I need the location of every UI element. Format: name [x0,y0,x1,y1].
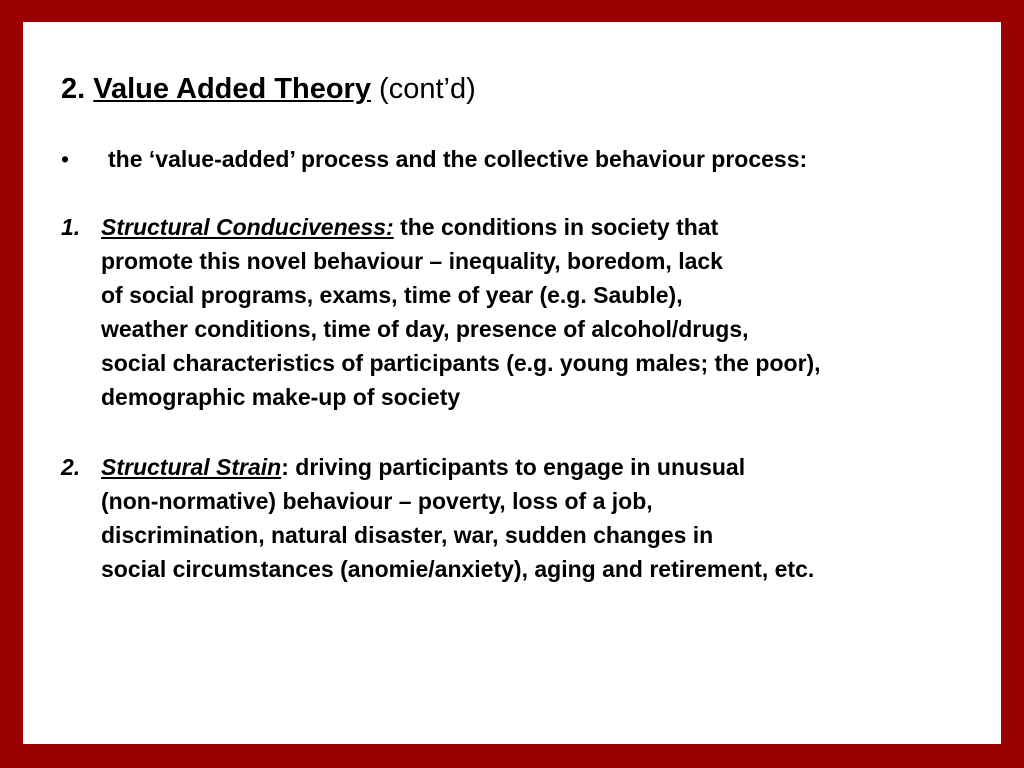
list-item-structural-conduciveness [61,210,821,414]
list-item-structural-strain [61,450,814,586]
list-item-line: social circumstances (anomie/anxiety), aging and retirement, etc. [101,556,815,582]
slide-title [61,72,476,106]
title-number: 2. [61,73,86,105]
list-item-term: Structural Conduciveness: [101,214,394,240]
list-item-line [101,210,821,244]
list-item-marker: 1. [61,214,81,240]
list-item-line: demographic make-up of society [101,384,461,410]
list-item-line: of social programs, exams, time of year (e.g. Sauble), [101,282,683,308]
list-item-marker: 2. [61,454,81,480]
list-item-text: the conditions in society that [393,214,719,240]
title-sub: (cont’d) [379,73,476,105]
list-item-line: discrimination, natural disaster, war, sudden changes in [101,522,714,548]
bullet-icon: • [61,146,70,172]
list-item-text: : driving participants to engage in unusual [281,454,746,480]
slide [23,22,1001,744]
list-item-term: Structural Strain [101,454,282,480]
list-item-line: weather conditions, time of day, presence of alcohol/drugs, [101,316,749,342]
list-item-line [101,450,814,484]
bullet-point [61,144,807,174]
title-main: Value Added Theory [93,73,371,105]
list-item-line: (non-normative) behaviour – poverty, loss of a job, [101,488,653,514]
list-item-line: social characteristics of participants (e.g. young males; the poor), [101,350,821,376]
list-item-line: promote this novel behaviour – inequality, boredom, lack [101,248,723,274]
bullet-text: the ‘value-added’ process and the collective behaviour process: [108,146,808,172]
